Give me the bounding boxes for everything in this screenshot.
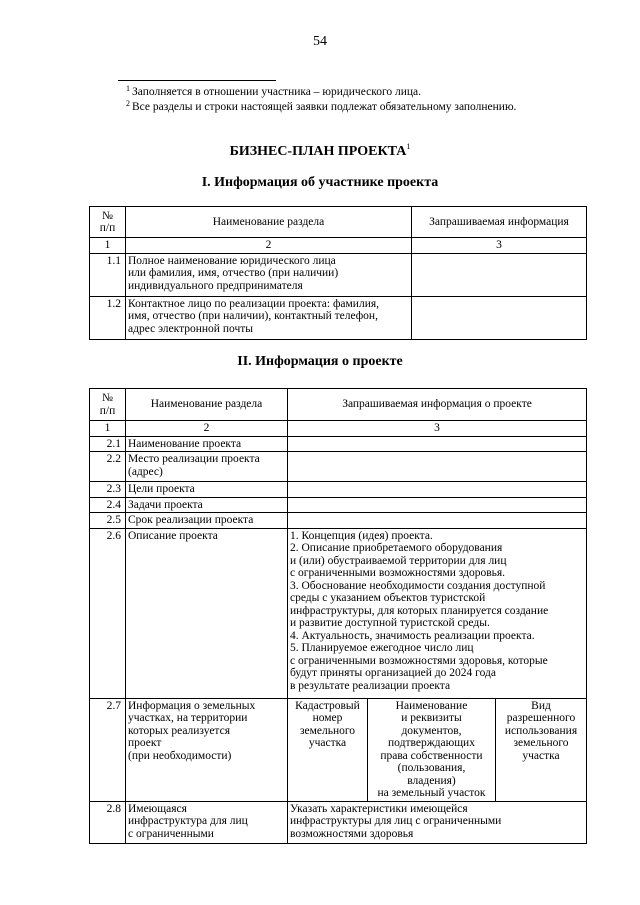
row-name: Контактное лицо по реализации проекта: фамилия, имя, отчество (при наличии), контактный телефон, адрес электронной почты <box>126 296 412 339</box>
row-number: 2.3 <box>90 482 126 498</box>
project-description-text: 1. Концепция (идея) проекта. 2. Описание приобретаемого оборудования и (или) обустраиваемой территории для лиц с ограниченными возможностями здоровья. 3. Обоснование необходимости создания доступной среды с указанием объектов туристской инфраструктуры, для которых планируется создание и развитие доступной туристской среды. 4. Актуальность, значимость реализации проекта. 5. Планируемое ежегодное число лиц с ограниченными возможностями здоровья, которые будут приняты организацией до 2024 года в результате реализации проекта <box>288 528 587 698</box>
row-info-cell <box>412 296 587 339</box>
table-row <box>90 513 587 529</box>
header-requested-info: Запрашиваемая информация о проекте <box>288 389 587 421</box>
row-info-cell <box>288 497 587 513</box>
row-name: Задачи проекта <box>126 497 288 513</box>
project-info-table <box>89 388 587 844</box>
participant-info-table <box>89 206 587 340</box>
row-info-cell <box>288 436 587 452</box>
column-number: 3 <box>288 421 587 437</box>
row-name: Срок реализации проекта <box>126 513 288 529</box>
row-name: Место реализации проекта (адрес) <box>126 452 288 482</box>
row-number: 2.5 <box>90 513 126 529</box>
ownership-documents-header: Наименование и реквизиты документов, подтверждающих права собственности (пользования, владения) на земельный участок <box>368 698 496 801</box>
document-title: БИЗНЕС-ПЛАН ПРОЕКТА$^1$ <box>229 142 411 159</box>
row-number: 2.6 <box>90 528 126 698</box>
row-name: Полное наименование юридического лица или фамилия, имя, отчество (при наличии) индивидуального предпринимателя <box>126 253 412 296</box>
permitted-use-header: Вид разрешенного использования земельного участка <box>496 698 587 801</box>
row-number: 2.1 <box>90 436 126 452</box>
row-info-cell: Указать характеристики имеющейся инфраструктуры для лиц с ограниченными возможностями здоровья <box>288 801 587 843</box>
column-number: 2 <box>126 421 288 437</box>
header-number: № п/п <box>90 389 126 421</box>
row-info-cell <box>288 513 587 529</box>
header-section-name: Наименование раздела <box>126 389 288 421</box>
page-number: 54 <box>313 34 327 49</box>
table-row <box>90 482 587 498</box>
row-number: 1.2 <box>90 296 126 339</box>
header-requested-info: Запрашиваемая информация <box>412 207 587 238</box>
cadastral-number-header: Кадастровый номер земельного участка <box>288 698 368 801</box>
row-number: 2.8 <box>90 801 126 843</box>
column-number: 1 <box>90 421 126 437</box>
column-number: 3 <box>412 238 587 254</box>
row-name: Имеющаяся инфраструктура для лиц с ограниченными <box>126 801 288 843</box>
table-row <box>90 296 587 339</box>
footnote-2: $^2$ Все разделы и строки настоящей заявки подлежат обязательному заполнению. <box>126 99 517 113</box>
table-row <box>90 436 587 452</box>
section-2-heading: II. Информация о проекте <box>237 354 403 369</box>
row-number: 2.7 <box>90 698 126 801</box>
section-1-heading: I. Информация об участнике проекта <box>201 175 439 190</box>
row-number: 2.2 <box>90 452 126 482</box>
footnote-rule <box>118 80 276 81</box>
row-number: 2.4 <box>90 497 126 513</box>
column-number: 2 <box>126 238 412 254</box>
table-row <box>90 253 587 296</box>
row-name: Наименование проекта <box>126 436 288 452</box>
row-info-cell <box>412 253 587 296</box>
table-row <box>90 801 587 843</box>
column-number: 1 <box>90 238 126 254</box>
row-name: Информация о земельных участках, на территории которых реализуется проект (при необходимости) <box>126 698 288 801</box>
footnote-1: $^1$ Заполняется в отношении участника – юридического лица. <box>126 84 422 98</box>
row-info-cell <box>288 452 587 482</box>
header-section-name: Наименование раздела <box>126 207 412 238</box>
row-number: 1.1 <box>90 253 126 296</box>
row-name: Описание проекта <box>126 528 288 698</box>
table-row <box>90 497 587 513</box>
table-row <box>90 698 587 801</box>
header-number: № п/п <box>90 207 126 238</box>
row-name: Цели проекта <box>126 482 288 498</box>
row-info-cell <box>288 482 587 498</box>
table-row <box>90 528 587 698</box>
table-row <box>90 452 587 482</box>
